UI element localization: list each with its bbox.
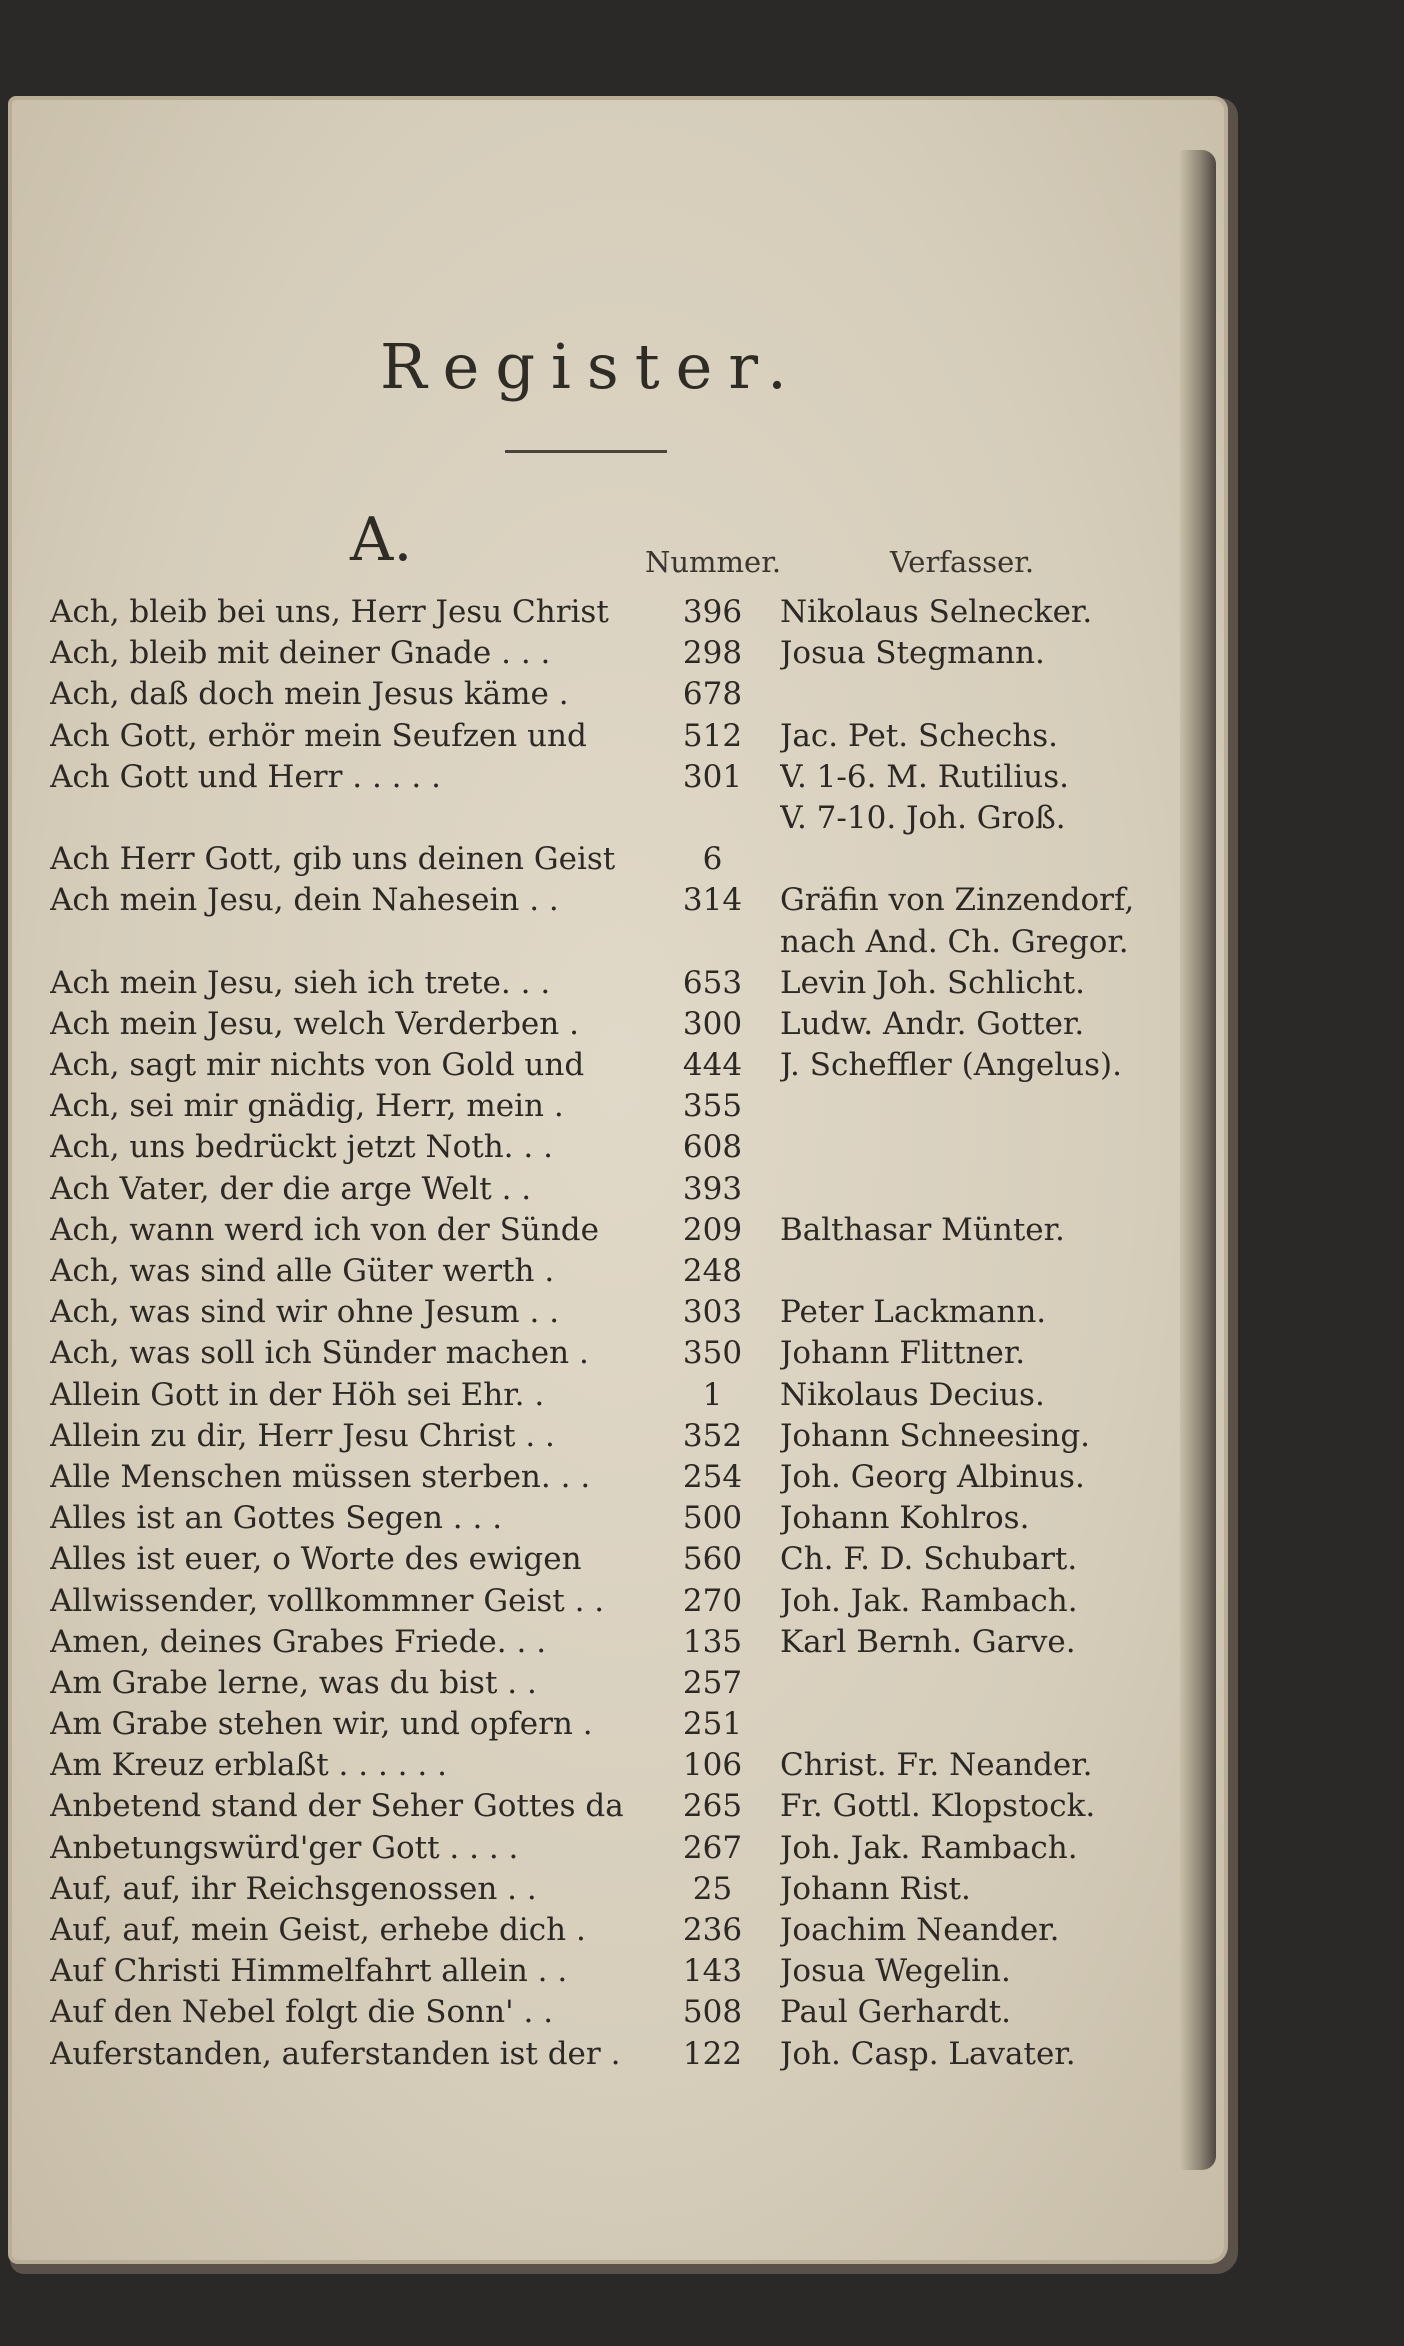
hymn-number: 560 [682,1541,743,1578]
index-row [50,1949,1150,1990]
index-row [50,1455,1150,1496]
index-row [50,1743,1150,1784]
hymn-number: 444 [682,1047,743,1084]
page-edge [1180,150,1216,2170]
hymn-author: Gräfin von Zinzendorf, [780,882,1135,919]
hymn-author: V. 1-6. M. Rutilius. [780,758,1069,795]
hymn-number: 500 [682,1500,743,1537]
hymn-number: 678 [682,676,743,713]
hymn-author: Fr. Gottl. Klopstock. [780,1788,1096,1825]
section-letter: A. [350,505,413,575]
hymn-title: Am Grabe lerne, was du bist . . [50,1664,537,1701]
index-row [50,1702,1150,1743]
hymn-title: Auf, auf, mein Geist, erhebe dich . [50,1912,586,1948]
hymn-author: Christ. Fr. Neander. [780,1747,1093,1784]
hymn-number: 653 [682,964,743,1001]
hymn-author: Johann Rist. [780,1870,971,1907]
hymn-number: 300 [682,1005,743,1042]
hymn-number: 350 [682,1335,743,1372]
hymn-title: Auferstanden, auferstanden ist der . [50,2035,621,2072]
hymn-number: 122 [682,2035,743,2072]
index-row [50,1208,1150,1249]
hymn-author: nach And. Ch. Gregor. [780,923,1129,960]
index-row [50,672,1150,713]
hymn-number: 301 [682,758,743,795]
hymn-title: Alle Menschen müssen sterben. . . [50,1458,591,1495]
hymn-author: Johann Schneesing. [780,1417,1091,1454]
index-row [50,961,1150,1002]
index-row [50,755,1150,796]
hymn-author: Josua Stegmann. [780,635,1045,672]
hymn-title: Ach mein Jesu, welch Verderben . [50,1005,579,1042]
hymn-title: Alles ist an Gottes Segen . . . [50,1500,503,1537]
hymn-author: Joh. Georg Albinus. [780,1458,1085,1495]
hymn-title: Ach Gott, erhör mein Seufzen und [50,717,587,754]
hymn-number: 143 [682,1953,743,1990]
hymn-number: 314 [682,882,743,919]
hymn-author: J. Scheffler (Angelus). [780,1047,1122,1084]
hymn-number: 512 [682,717,743,754]
hymn-author: Peter Lackmann. [780,1294,1047,1331]
hymn-title: Ach, sei mir gnädig, Herr, mein . [50,1088,564,1125]
index-list [50,590,1150,2073]
hymn-title: Auf, auf, ihr Reichsgenossen . . [50,1870,537,1907]
hymn-title: Auf den Nebel folgt die Sonn' . . [50,1994,554,2031]
hymn-number: 248 [682,1253,743,1289]
hymn-title: Am Kreuz erblaßt . . . . . . [50,1747,447,1784]
hymn-author: Joh. Jak. Rambach. [780,1582,1078,1619]
hymn-title: Anbetungswürd'ger Gott . . . . [50,1829,519,1866]
index-row [50,1990,1150,2031]
hymn-title: Ach, was sind alle Güter werth . [50,1253,555,1289]
hymn-title: Allein Gott in der Höh sei Ehr. . [50,1376,545,1413]
hymn-title: Ach Gott und Herr . . . . . [50,758,441,795]
hymn-title: Ach, was soll ich Sünder machen . [50,1335,589,1372]
index-row [50,920,1150,961]
hymn-title: Allwissender, vollkommner Geist . . [50,1582,605,1619]
hymn-author: Paul Gerhardt. [780,1994,1012,2031]
hymn-number: 106 [682,1747,743,1784]
hymn-number: 393 [682,1170,743,1207]
index-row [50,1620,1150,1661]
hymn-author: Joh. Jak. Rambach. [780,1829,1078,1866]
index-row [50,590,1150,631]
hymn-title: Ach mein Jesu, sieh ich trete. . . [50,964,551,1001]
hymn-title: Ach, bleib bei uns, Herr Jesu Christ [50,594,609,630]
index-row [50,1661,1150,1702]
hymn-number: 298 [682,635,743,672]
hymn-number: 303 [682,1294,743,1331]
hymn-title: Ach, sagt mir nichts von Gold und [50,1047,585,1084]
hymn-title: Ach mein Jesu, dein Nahesein . . [50,882,559,919]
hymn-title: Ach, daß doch mein Jesus käme . [50,676,569,713]
index-row [50,1290,1150,1331]
hymn-number: 257 [682,1664,743,1701]
hymn-title: Am Grabe stehen wir, und opfern . [50,1706,593,1743]
index-row [50,1249,1150,1290]
hymn-number: 1 [702,1376,723,1413]
hymn-title: Alles ist euer, o Worte des ewigen [50,1541,582,1578]
index-row [50,1908,1150,1949]
hymn-author: Johann Kohlros. [780,1500,1030,1537]
index-row [50,1084,1150,1125]
index-row [50,714,1150,755]
hymn-number: 251 [682,1706,743,1743]
hymn-author: Johann Flittner. [780,1335,1026,1372]
hymn-title: Ach, uns bedrückt jetzt Noth. . . [50,1129,553,1166]
hymn-title: Allein zu dir, Herr Jesu Christ . . [50,1417,555,1454]
hymn-number: 25 [692,1870,733,1907]
index-row [50,1002,1150,1043]
hymn-number: 270 [682,1582,743,1619]
index-row [50,837,1150,878]
hymn-number: 135 [682,1623,743,1660]
hymn-author: Jac. Pet. Schechs. [780,717,1058,754]
hymn-author: Ch. F. D. Schubart. [780,1541,1078,1578]
index-row [50,2032,1150,2073]
index-row [50,1784,1150,1825]
hymn-author: Ludw. Andr. Gotter. [780,1005,1085,1042]
column-header-author: Verfasser. [890,545,1035,579]
hymn-number: 254 [682,1458,743,1495]
index-row [50,1496,1150,1537]
hymn-title: Auf Christi Himmelfahrt allein . . [50,1953,568,1990]
index-row [50,1579,1150,1620]
hymn-title: Ach, bleib mit deiner Gnade . . . [50,635,551,672]
title-rule [505,450,667,453]
hymn-author: Joachim Neander. [780,1912,1060,1948]
hymn-title: Ach Vater, der die arge Welt . . [50,1170,532,1207]
hymn-title: Amen, deines Grabes Friede. . . [50,1623,547,1660]
index-row [50,1125,1150,1166]
hymn-author: Joh. Casp. Lavater. [780,2035,1076,2072]
column-header-number: Nummer. [645,545,782,579]
index-row [50,1043,1150,1084]
hymn-number: 355 [682,1088,743,1125]
hymn-title: Ach, wann werd ich von der Sünde [50,1211,599,1248]
hymn-author: V. 7-10. Joh. Groß. [780,799,1066,836]
index-row [50,796,1150,837]
hymn-number: 608 [682,1129,743,1166]
hymn-number: 352 [682,1417,743,1454]
hymn-author: Levin Joh. Schlicht. [780,964,1085,1001]
page-title: Register. [380,330,803,403]
index-row [50,1537,1150,1578]
hymn-author: Balthasar Münter. [780,1211,1065,1248]
index-row [50,1414,1150,1455]
index-row [50,1167,1150,1208]
hymn-author: Nikolaus Decius. [780,1376,1045,1413]
index-row [50,1373,1150,1414]
index-row [50,1867,1150,1908]
hymn-title: Ach Herr Gott, gib uns deinen Geist [50,841,616,878]
hymn-number: 209 [682,1211,743,1248]
hymn-title: Ach, was sind wir ohne Jesum . . [50,1294,560,1331]
hymn-number: 6 [702,841,723,878]
hymn-number: 396 [682,594,743,630]
hymn-author: Josua Wegelin. [780,1953,1011,1990]
index-row [50,878,1150,919]
hymn-number: 236 [682,1912,743,1948]
hymn-author: Karl Bernh. Garve. [780,1623,1076,1660]
hymn-number: 508 [682,1994,743,2031]
hymn-title: Anbetend stand der Seher Gottes da [50,1788,624,1825]
hymn-number: 265 [682,1788,743,1825]
hymn-number: 267 [682,1829,743,1866]
index-row [50,1331,1150,1372]
index-row [50,1826,1150,1867]
hymn-author: Nikolaus Selnecker. [780,594,1093,630]
index-row [50,631,1150,672]
